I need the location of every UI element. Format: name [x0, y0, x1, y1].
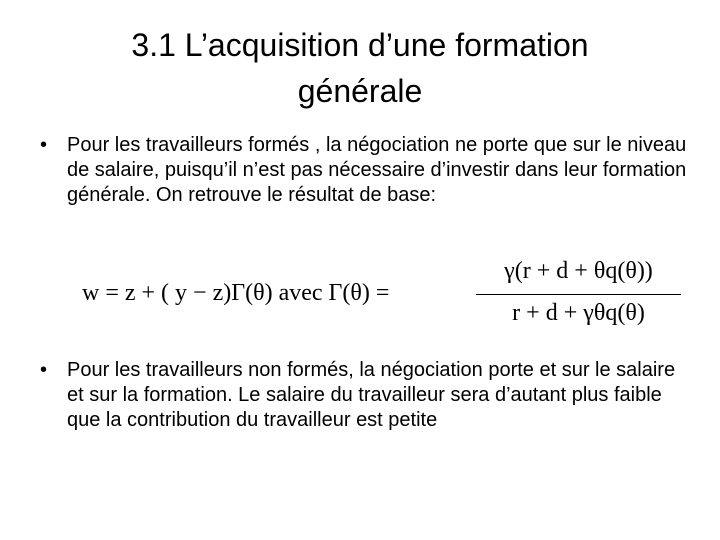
fraction-bar — [476, 294, 681, 295]
slide-title-line-2: générale — [297, 73, 423, 109]
formula-denominator: r + d + γθq(θ) — [512, 300, 645, 326]
wage-formula — [82, 258, 682, 338]
bullet-item-trained-workers — [40, 133, 690, 208]
formula-lhs: w = z + ( y − z)Γ(θ) avec Γ(θ) = — [82, 280, 390, 306]
bullet-marker: • — [40, 359, 48, 381]
bullet-marker: • — [40, 134, 48, 156]
bullet-item-untrained-workers — [40, 358, 690, 433]
slide-title-line-1: 3.1 L’acquisition d’une formation — [131, 27, 589, 63]
formula-numerator: γ(r + d + θq(θ)) — [504, 258, 653, 284]
bullet-text: Pour les travailleurs non formés, la négociation porte et sur le salaire et sur la formation. Le salaire du travailleur sera d’autant plus faible que la contribution du travailleur est petite — [67, 359, 676, 431]
formula-fraction — [476, 258, 681, 338]
bullet-text: Pour les travailleurs formés , la négociation ne porte que sur le niveau de salaire, puisqu’il n’est pas nécessaire d’investir dans leur formation générale. On retrouve le résultat de base: — [67, 134, 687, 206]
slide-title — [40, 22, 680, 114]
